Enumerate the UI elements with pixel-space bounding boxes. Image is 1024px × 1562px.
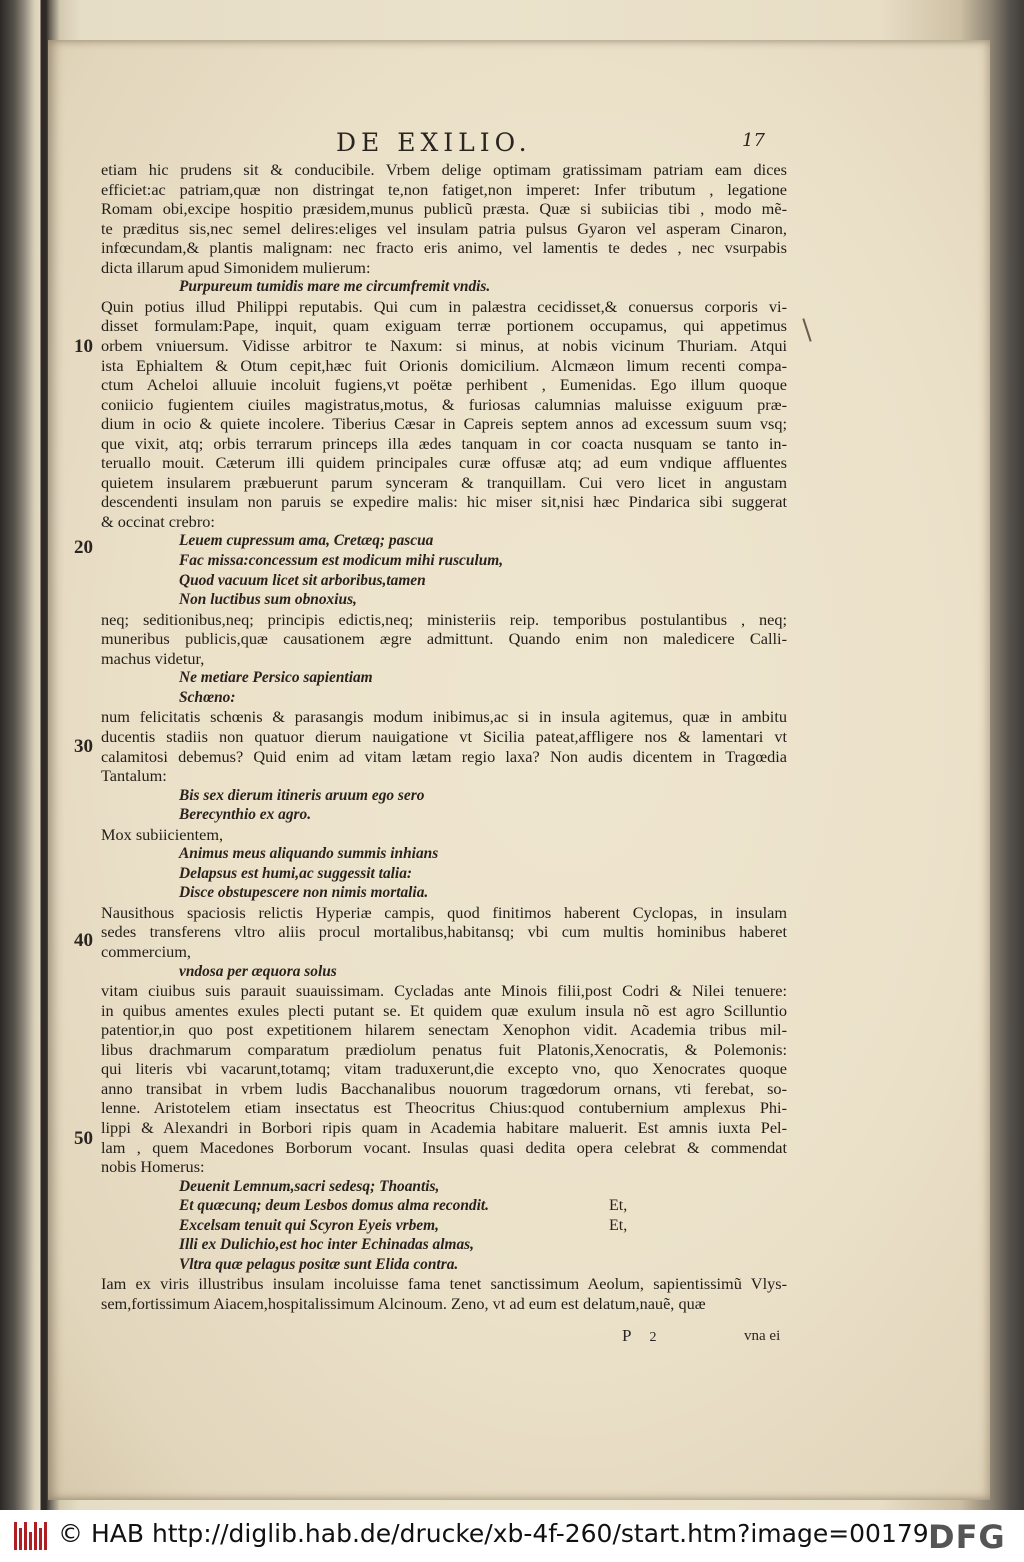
line-text: Vltra quæ pelagus positæ sunt Elida contra.: [179, 1255, 459, 1273]
line-text: patentior,in quo post expetitionem hilarem senectam Xenophon vidit. Academia tribus mil-: [101, 1020, 787, 1040]
line-text: teruallo mouit. Cæterum illi quidem principales curæ offusæ atq; ad eum vndique affluentes: [101, 453, 787, 473]
dfg-logo-icon: DFG: [928, 1518, 1006, 1556]
text-line: [101, 981, 787, 1001]
line-text: libus drachmarum comparatum prædiolum penatus fuit Platonis,Xenocratis, & Polemonis:: [101, 1039, 787, 1059]
verse-line: [179, 805, 779, 825]
verse-line: [179, 277, 779, 297]
line-text: ducentis stadiis non quatuor dierum nauigatione vt Sicilia pateat,affligere nos & lamentari vt: [101, 726, 787, 746]
verse-line: [179, 668, 779, 688]
verse-et-marker: Et,: [609, 1216, 628, 1234]
text-line: [101, 160, 787, 180]
line-text: dicta illarum apud Simonidem mulierum:: [101, 257, 371, 277]
line-text: Fac missa:concessum est modicum mihi rusculum,: [179, 552, 504, 569]
line-text: Ne metiare Persico sapientiam: [179, 669, 373, 687]
text-line: [101, 1001, 787, 1021]
text-line: [101, 395, 787, 415]
line-text: Leuem cupressum ama, Cretæq; pascua: [179, 532, 434, 550]
running-title: DE EXILIO.: [336, 128, 532, 157]
line-text: Tantalum:: [101, 766, 167, 786]
line-text: Illi ex Dulichio,est hoc inter Echinadas almas,: [179, 1236, 475, 1254]
text-line: [101, 434, 787, 454]
text-line: [101, 942, 787, 962]
text-line: [101, 1020, 787, 1040]
line-text: Schœno:: [179, 688, 236, 706]
hab-logo-icon: [14, 1522, 48, 1550]
verse-line: [179, 1177, 779, 1197]
text-line: [101, 219, 787, 239]
text-line: [101, 610, 787, 630]
line-text: sedes transferens vltro aliis procul mortalibus,habitansq; vbi cum multis hominibus haberet: [101, 922, 787, 942]
line-number: 20: [74, 537, 93, 558]
text-line: [101, 1157, 787, 1177]
line-text: machus videtur,: [101, 648, 205, 668]
verse-line: [179, 786, 779, 806]
line-text: Quin potius illud Philippi reputabis. Qui cum in palæstra cecidisset,& conuersus corporis vi-: [101, 296, 787, 316]
verse-line: [179, 551, 779, 571]
verse-line: [179, 1235, 779, 1255]
line-text: Et quæcunq; deum Lesbos domus alma recondit.: [179, 1197, 489, 1215]
line-text: disset formulam:Pape, inquit, quam exiguam terræ portionem occupamus, qui appetimus: [101, 316, 787, 336]
text-line: [101, 1274, 787, 1294]
verse-line: [179, 844, 779, 864]
line-text: efficiet:ac patriam,quæ non distringat te,non fatiget,non imperet: Infer tributum , legatione: [101, 179, 787, 199]
line-text: Quod vacuum licet sit arboribus,tamen: [179, 571, 426, 589]
text-line: [101, 1059, 787, 1079]
line-text: coniicio fugientem ciuiles magistratus,motus, & furiosas calumnias maluisse exiguum præ-: [101, 394, 787, 414]
line-text: vitam ciuibus suis parauit suauissimam. Cycladas ante Minois filii,post Codri & Nilei tenuere:: [101, 981, 787, 1001]
text-line: [101, 375, 787, 395]
line-text: Excelsam tenuit qui Scyron Eyeis vrbem,: [179, 1216, 439, 1234]
text-line: [101, 649, 787, 669]
line-text: orbem vniuersum. Vidisse arbitror te Naxum: si minus, at nobis vicinum Thuriam. Atqui: [101, 335, 787, 355]
line-text: ista Ephialtem & Otum cepit,hæc fuit Orionis domicilium. Alcmæon limum recenti compa-: [101, 355, 787, 375]
text-line: [101, 1098, 787, 1118]
verse-line: [179, 864, 779, 884]
verse-line: [179, 531, 779, 551]
line-text: Purpureum tumidis mare me circumfremit vndis.: [179, 278, 491, 296]
line-text: lenne. Aristotelem etiam insectatus est Theocritus Chius:quod contubernium amplexus Phi-: [101, 1098, 787, 1118]
line-text: Disce obstupescere non nimis mortalia.: [179, 884, 429, 902]
verse-line: [179, 962, 779, 982]
line-number: 50: [74, 1128, 93, 1149]
folio-number: 17: [742, 130, 765, 151]
text-line: [101, 414, 787, 434]
text-line: [101, 258, 787, 278]
line-text: dium in ocio & quiete incolere. Tiberius Cæsar in Capreis septem annos ad excessum suum vsq;: [101, 414, 787, 434]
line-text: Delapsus est humi,ac suggessit talia:: [179, 864, 413, 882]
line-text: Animus meus aliquando summis inhians: [179, 845, 439, 863]
line-text: vndosa per æquora solus: [179, 962, 337, 980]
line-text: Deuenit Lemnum,sacri sedesq; Thoantis,: [179, 1177, 440, 1195]
signature-number: 2: [649, 1330, 657, 1345]
line-text: in quibus amentes exules plecti putant se. Et quidem quæ exulum insula nõ est agro Scilluntio: [101, 1000, 787, 1020]
text-line: [101, 473, 787, 493]
line-text: qui literis vbi vacarunt,totamq; vitam traduxerunt,die excepto vno, quo Xenocrates quoque: [101, 1059, 787, 1079]
text-line: [101, 825, 787, 845]
signature-mark: [622, 1326, 656, 1346]
line-text: sem,fortissimum Aiacem,hospitalissimum Alcinoum. Zeno, vt ad eum est delatum,nauẽ, quæ: [101, 1293, 706, 1313]
line-text: nobis Homerus:: [101, 1157, 205, 1177]
text-line: [101, 297, 787, 317]
text-line: [101, 766, 787, 786]
line-text: lippi & Alexandri in Borbori ripis quam in Academia habitare maluerit. Est amnis iuxta Pel-: [101, 1117, 787, 1137]
text-line: [101, 512, 787, 532]
text-line: [101, 1118, 787, 1138]
line-text: Nausithous spaciosis relictis Hyperiæ campis, quod finitimos haberent Cyclopas, in insulam: [101, 902, 787, 922]
line-number: 40: [74, 930, 93, 951]
verse-line: [179, 1196, 779, 1216]
line-text: neq; seditionibus,neq; principis edictis,neq; ministeriis reip. temporibus postulantibus , neq;: [101, 609, 787, 629]
text-line: [101, 180, 787, 200]
text-line: [101, 747, 787, 767]
line-text: Iam ex viris illustribus insulam incoluisse fama tenet sanctissimum Aeolum, sapientissimũ Vlys-: [101, 1274, 787, 1294]
text-line: [101, 727, 787, 747]
line-text: Bis sex dierum itineris aruum ego sero: [179, 786, 425, 804]
text-line: [101, 238, 787, 258]
verse-line: [179, 688, 779, 708]
line-text: etiam hic prudens sit & conducibile. Vrbem delige optimam gratissimam patriam eam dices: [101, 160, 787, 179]
text-line: [101, 199, 787, 219]
text-line: [101, 356, 787, 376]
line-text: num felicitatis schœnis & parasangis modum inibimus,ac si in insula agitemus, quæ in ambitu: [101, 707, 787, 727]
line-number: 10: [74, 336, 93, 357]
text-line: [101, 922, 787, 942]
line-text: quietem insularem præbuerunt parum synceram & tranquillam. Cui vero licet in angustam: [101, 472, 787, 492]
line-text: infœcundam,& plantis malignam: nec fracto eris animo, vel lamentis te dedes , nec vsurpabis: [101, 238, 787, 258]
line-text: muneribus publicis,quæ causationem ægre admittunt. Quando enim non maledicere Calli-: [101, 629, 787, 649]
line-text: Mox subiicientem,: [101, 824, 224, 844]
line-text: Berecynthio ex agro.: [179, 806, 312, 824]
line-text: commercium,: [101, 942, 191, 961]
verse-line: [179, 1216, 779, 1236]
text-line: [101, 316, 787, 336]
verse-line: [179, 590, 779, 610]
line-text: que vixit, atq; orbis terrarum princeps illa ædes tanquam in cor coacta nusquam se tanto in-: [101, 433, 787, 453]
verse-line: [179, 1255, 779, 1275]
catchword: vna ei: [744, 1328, 781, 1344]
line-text: & occinat crebro:: [101, 511, 215, 531]
verse-line: [179, 571, 779, 591]
text-line: [101, 1138, 787, 1158]
signature-letter: P: [622, 1326, 632, 1345]
footer-copyright-url[interactable]: © HAB http://diglib.hab.de/drucke/xb-4f-260/start.htm?image=00179: [58, 1519, 929, 1548]
text-line: [101, 453, 787, 473]
line-text: calamitosi debemus? Quid enim ad vitam lætam regio laxa? Non audis dicentem in Tragœdia: [101, 746, 787, 766]
text-line: [101, 1079, 787, 1099]
text-line: [101, 1040, 787, 1060]
text-line: [101, 336, 787, 356]
line-text: anno transibat in vrbem ludis Bacchanalibus nouorum tragœdorum ornans, vti ferebat, so-: [101, 1078, 787, 1098]
line-text: descendenti insulam non paruis se expedire malis: hic miser sit,nisi hæc Pindarica sibi suggerat: [101, 492, 787, 512]
text-line: [101, 707, 787, 727]
text-line: [101, 629, 787, 649]
line-number: 30: [74, 736, 93, 757]
line-text: te præditus sis,nec semel delires:eliges vel insulam patria pulsus Gyaron vel asperam Cinaron,: [101, 218, 787, 238]
line-text: Romam obi,excipe hospitio præsidem,munus publicũ præsta. Quæ si subiicias tibi , modo mẽ-: [101, 199, 787, 219]
verse-et-marker: Et,: [609, 1197, 628, 1215]
text-line: [101, 1294, 787, 1314]
line-text: Non luctibus sum obnoxius,: [179, 591, 357, 609]
line-text: lam , quem Macedones Borborum vocant. Insulas quasi dedita opera celebrat & commendat: [101, 1137, 787, 1157]
viewer-footer: [0, 1510, 1024, 1562]
verse-line: [179, 883, 779, 903]
line-text: ctum Acheloi alluuie incoluit fugiens,vt poëtæ perhibent , Eumenidas. Ego illum quoque: [101, 375, 787, 395]
text-line: [101, 903, 787, 923]
text-line: [101, 492, 787, 512]
